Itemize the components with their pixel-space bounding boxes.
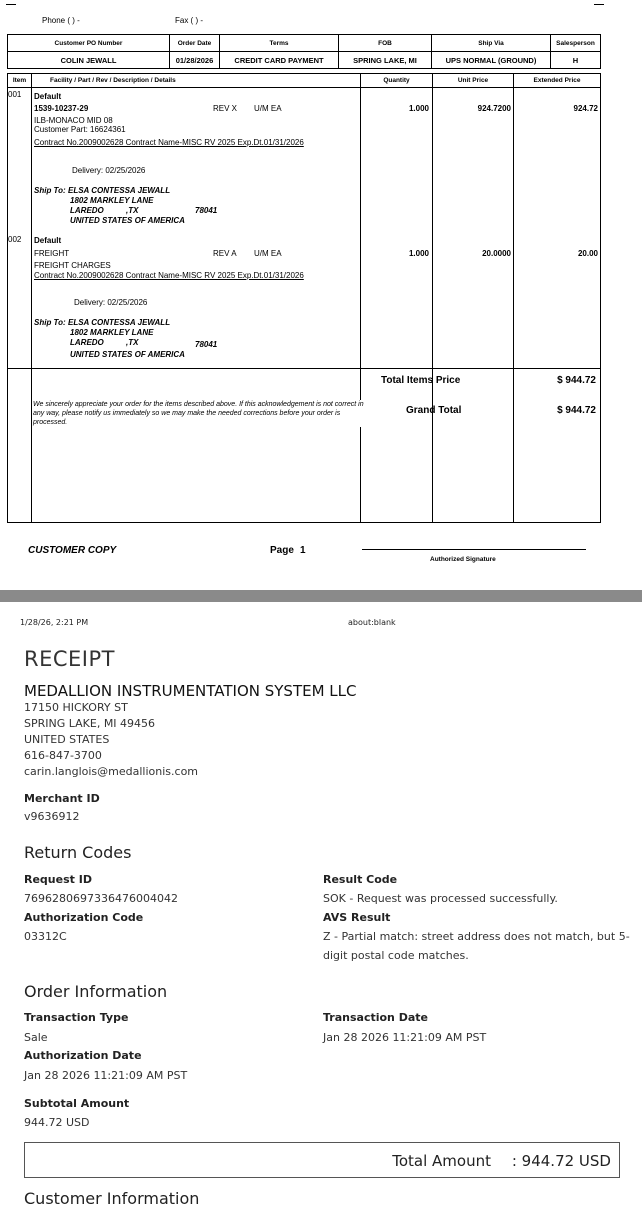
merchant-country: UNITED STATES xyxy=(24,733,110,746)
ship-to-address: 1802 MARKLEY LANE xyxy=(70,196,154,205)
terms: CREDIT CARD PAYMENT xyxy=(234,56,324,65)
subtotal-amount: 944.72 USD xyxy=(24,1116,90,1129)
col-header-quantity: Quantity xyxy=(383,77,410,84)
ship-to-label: Ship To: xyxy=(34,318,66,327)
item-part: 1539-10237-29 xyxy=(34,104,89,113)
ship-to-name: ELSA CONTESSA JEWALL xyxy=(68,186,171,195)
ship-to-zip: 78041 xyxy=(195,340,218,349)
print-timestamp: 1/28/26, 2:21 PM xyxy=(20,618,89,627)
corner-mark xyxy=(594,4,604,5)
total-amount-value: : 944.72 USD xyxy=(511,1152,611,1170)
return-codes-heading: Return Codes xyxy=(24,843,132,862)
print-url: about:blank xyxy=(348,618,396,627)
request-id: 7696280697336476004042 xyxy=(24,892,178,905)
item-quantity: 1.000 xyxy=(408,249,429,258)
customer-info-heading: Customer Information xyxy=(24,1189,200,1208)
avs-result-line2: digit postal code matches. xyxy=(323,949,469,962)
merchant-email: carin.langlois@medallionis.com xyxy=(24,765,199,778)
item-facility: Default xyxy=(34,236,62,245)
item-part: FREIGHT xyxy=(34,249,70,258)
ship-to-country: UNITED STATES OF AMERICA xyxy=(70,350,185,359)
auth-date: Jan 28 2026 11:21:09 AM PST xyxy=(24,1069,188,1082)
col-header-terms: Terms xyxy=(269,40,289,47)
item-customer-part: Customer Part: 16624361 xyxy=(34,125,126,134)
ship-to-country: UNITED STATES OF AMERICA xyxy=(70,216,185,225)
grand-total-label: Grand Total xyxy=(406,405,462,416)
col-header-description: Facility / Part / Rev / Description / Details xyxy=(50,77,176,84)
total-amount-box xyxy=(24,1142,620,1178)
page-separator xyxy=(0,590,642,602)
item-rev: REV A xyxy=(213,249,237,258)
item-um: U/M EA xyxy=(254,249,282,258)
signature-label: Authorized Signature xyxy=(430,556,496,563)
item-um: U/M EA xyxy=(254,104,282,113)
merchant-address-line1: 17150 HICKORY ST xyxy=(24,701,128,714)
order-date: 01/28/2026 xyxy=(175,56,214,65)
divider xyxy=(7,51,601,52)
item-desc: ILB-MONACO MID 08 xyxy=(34,116,113,125)
col-header-salesperson: Salesperson xyxy=(556,40,595,47)
receipt-page xyxy=(0,602,642,1208)
item-contract: Contract No.2009002628 Contract Name-MISC RV 2025 Exp.Dt.01/31/2026 xyxy=(34,138,304,147)
transaction-date-label: Transaction Date xyxy=(323,1011,428,1024)
avs-result-line1: Z - Partial match: street address does not match, but 5- xyxy=(323,930,630,943)
result-code-label: Result Code xyxy=(323,873,398,886)
receipt-title: RECEIPT xyxy=(24,647,115,671)
salesperson: H xyxy=(572,56,579,65)
item-number: 002 xyxy=(8,235,22,244)
item-quantity: 1.000 xyxy=(408,104,429,113)
ship-via: UPS NORMAL (GROUND) xyxy=(445,56,537,65)
ship-to-name: ELSA CONTESSA JEWALL xyxy=(68,318,171,327)
item-number: 001 xyxy=(8,90,22,99)
item-delivery: Delivery: 02/25/2026 xyxy=(72,166,146,175)
total-items-label: Total Items Price xyxy=(381,375,461,386)
po-number: COLIN JEWALL xyxy=(60,56,117,65)
result-code: SOK - Request was processed successfully. xyxy=(323,892,558,905)
merchant-phone: 616-847-3700 xyxy=(24,749,102,762)
ship-to-city: LAREDO ,TX xyxy=(70,206,139,215)
page-label: Page xyxy=(270,545,294,556)
merchant-id: v9636912 xyxy=(24,810,80,823)
order-acknowledgement xyxy=(0,0,642,590)
total-items-value: $ 944.72 xyxy=(557,375,596,386)
item-unit-price: 20.0000 xyxy=(482,249,511,258)
merchant-name: MEDALLION INSTRUMENTATION SYSTEM LLC xyxy=(24,682,357,700)
item-desc: FREIGHT CHARGES xyxy=(34,261,111,270)
divider xyxy=(31,73,32,522)
item-facility: Default xyxy=(34,92,62,101)
auth-code-label: Authorization Code xyxy=(24,911,144,924)
col-header-item: Item xyxy=(12,77,27,84)
auth-code: 03312C xyxy=(24,930,67,943)
page-number: 1 xyxy=(300,545,306,556)
col-header-unit-price: Unit Price xyxy=(457,77,489,84)
divider xyxy=(7,368,601,369)
transaction-type-label: Transaction Type xyxy=(24,1011,129,1024)
corner-mark xyxy=(6,4,16,5)
avs-result-label: AVS Result xyxy=(323,911,391,924)
ship-to-address: 1802 MARKLEY LANE xyxy=(70,328,154,337)
item-contract: Contract No.2009002628 Contract Name-MISC RV 2025 Exp.Dt.01/31/2026 xyxy=(34,271,304,280)
item-extended-price: 20.00 xyxy=(577,249,598,258)
order-info-heading: Order Information xyxy=(24,982,168,1001)
col-header-ship-via: Ship Via xyxy=(478,40,504,47)
col-header-extended-price: Extended Price xyxy=(533,77,581,84)
divider xyxy=(513,73,514,522)
col-header-order-date: Order Date xyxy=(177,40,212,47)
transaction-date: Jan 28 2026 11:21:09 AM PST xyxy=(323,1031,487,1044)
divider xyxy=(432,73,433,522)
ship-to-city: LAREDO ,TX xyxy=(70,338,139,347)
total-amount-label: Total Amount xyxy=(392,1152,491,1170)
item-extended-price: 924.72 xyxy=(573,104,598,113)
signature-line xyxy=(362,549,586,550)
merchant-address-line2: SPRING LAKE, MI 49456 xyxy=(24,717,156,730)
customer-copy-label: CUSTOMER COPY xyxy=(28,545,117,556)
divider xyxy=(7,87,601,88)
item-unit-price: 924.7200 xyxy=(477,104,511,113)
transaction-type: Sale xyxy=(24,1031,48,1044)
acknowledgement-message: We sincerely appreciate your order for the items described above. If this acknowledgement is not correct in any way, please notify us immediately so we may make the needed corrections before your order is processed. xyxy=(33,400,375,427)
merchant-id-label: Merchant ID xyxy=(24,792,100,805)
fax-label: Fax ( ) - xyxy=(175,16,203,25)
col-header-fob: FOB xyxy=(378,40,392,47)
subtotal-label: Subtotal Amount xyxy=(24,1097,130,1110)
phone-label: Phone ( ) - xyxy=(42,16,80,25)
item-rev: REV X xyxy=(213,104,238,113)
fob: SPRING LAKE, MI xyxy=(353,56,417,65)
ship-to-label: Ship To: xyxy=(34,186,66,195)
auth-date-label: Authorization Date xyxy=(24,1049,142,1062)
col-header-po: Customer PO Number xyxy=(54,40,123,47)
grand-total-value: $ 944.72 xyxy=(557,405,596,416)
divider xyxy=(360,73,361,522)
item-delivery: Delivery: 02/25/2026 xyxy=(74,298,148,307)
ship-to-zip: 78041 xyxy=(195,206,218,215)
request-id-label: Request ID xyxy=(24,873,92,886)
